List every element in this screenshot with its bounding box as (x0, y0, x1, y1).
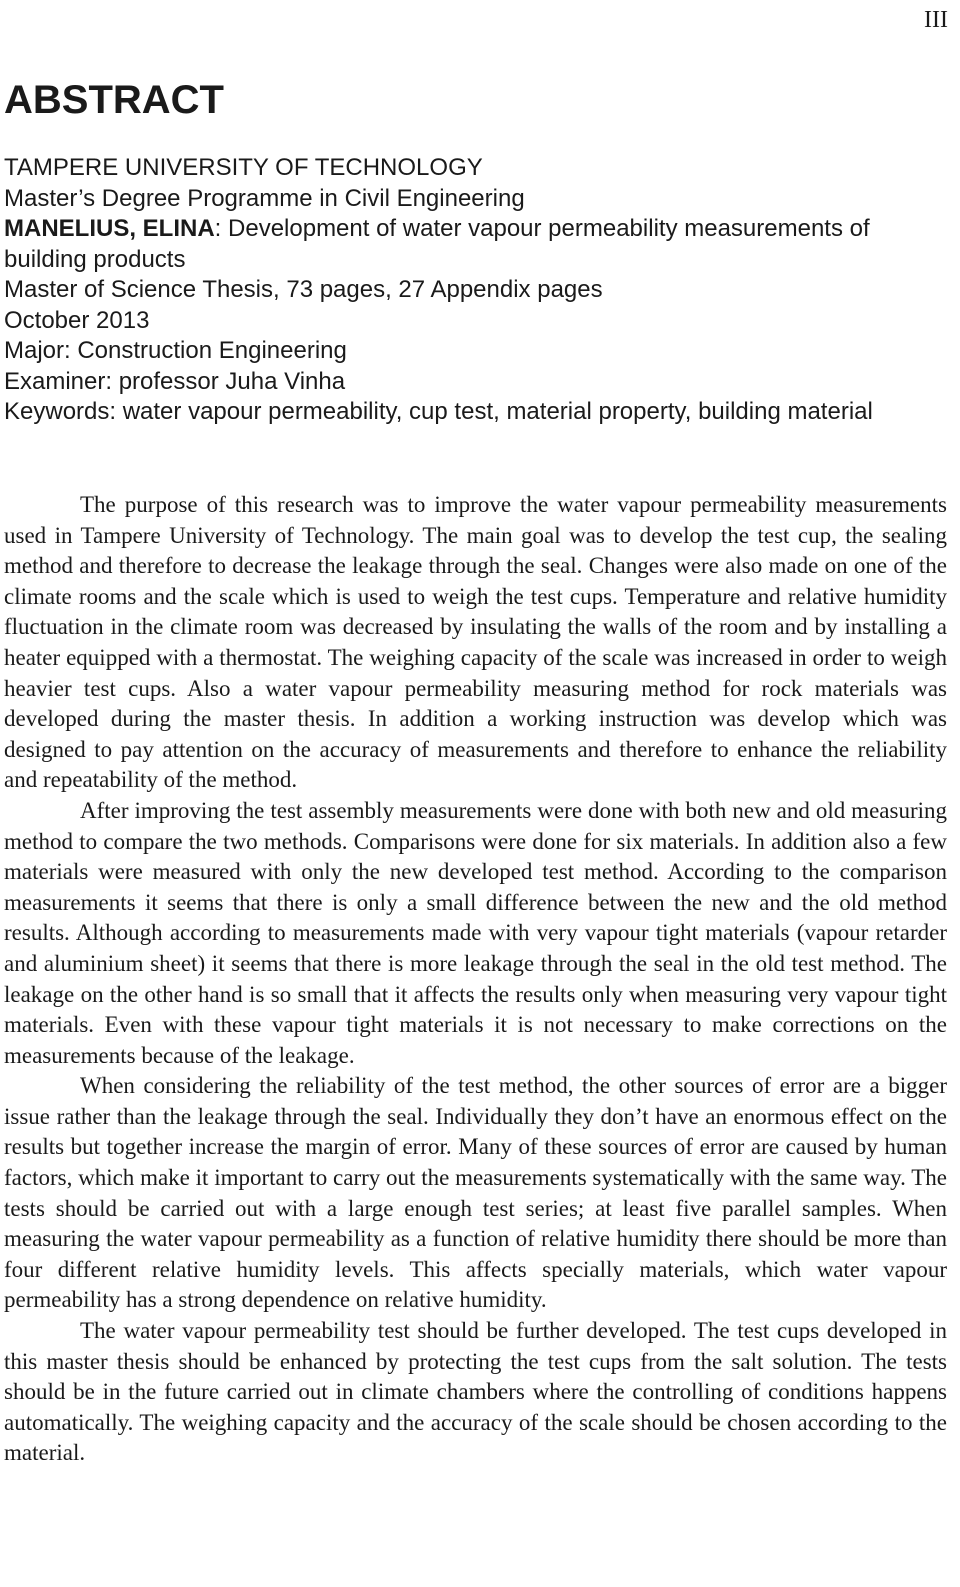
thesis-title: : Development of water vapour permeability measurements of building products (4, 215, 870, 273)
thesis-metadata (4, 153, 949, 428)
thesis-keywords: Keywords: water vapour permeability, cup test, material property, building material (4, 398, 873, 425)
degree-programme: Master’s Degree Programme in Civil Engineering (4, 184, 525, 212)
abstract-paragraph: The water vapour permeability test should be further developed. The test cups developed in this master thesis should be enhanced by protecting the test cups from the salt solution. The tests should be in the future carried out in climate chambers where the controlling of conditions happens automatically. The weighing capacity and the accuracy of the scale should be chosen according to the material. (4, 1318, 947, 1466)
author-name: MANELIUS, ELINA (4, 215, 215, 242)
thesis-major: Major: Construction Engineering (4, 337, 347, 364)
abstract-paragraph: When considering the reliability of the test method, the other sources of error are a bigger issue rather than the leakage through the seal. Individually they don’t have an enormous effect on the results but together increase the margin of error. Many of these sources of error are caused by human factors, which make it important to carry out the measurements systematically with the same way. The tests should be carried out with a large enough test series; at least five parallel samples. When measuring the water vapour permeability as a function of relative humidity there should be more than four different relative humidity levels. This affects specially materials, which water vapour permeability has a strong dependence on relative humidity. (4, 1073, 947, 1313)
thesis-info: Master of Science Thesis, 73 pages, 27 Appendix pages (4, 276, 603, 303)
thesis-examiner: Examiner: professor Juha Vinha (4, 367, 346, 395)
abstract-paragraph: After improving the test assembly measurements were done with both new and old measuring method to compare the two methods. Comparisons were done for six materials. In addition also a few materials were measured with only the new developed test method. According to the comparison measurements it seems that there is only a small difference between the new and the old method results. Although according to measurements made with very vapour tight materials (vapour retarder and aluminium sheet) it seems that there is more leakage through the seal in the old test method. The leakage on the other hand is so small that it affects the results only when measuring very vapour tight materials. Even with these vapour tight materials it is not necessary to make corrections on the measurements because of the leakage. (4, 797, 947, 1068)
abstract-paragraph: The purpose of this research was to improve the water vapour permeability measurements used in Tampere University of Technology. The main goal was to develop the test cup, the sealing method and therefore to decrease the leakage through the seal. Changes were also made on one of the climate rooms and the scale which is used to weigh the test cups. Temperature and relative humidity fluctuation in the climate room was decreased by insulating the walls of the room and by installing a heater equipped with a thermostat. The weighing capacity of the scale was increased in order to weigh heavier test cups. Also a water vapour permeability measuring method for rock materials was developed during the master thesis. In addition a working instruction was develop which was designed to pay attention on the accuracy of measurements and therefore to enhance the reliability and repeatability of the method. (4, 492, 947, 793)
abstract-body (4, 490, 947, 1469)
author-and-title (4, 214, 949, 275)
page-number: III (924, 7, 948, 33)
university-name: TAMPERE UNIVERSITY OF TECHNOLOGY (4, 154, 483, 181)
thesis-date: October 2013 (4, 306, 150, 334)
abstract-title: ABSTRACT (4, 78, 224, 122)
